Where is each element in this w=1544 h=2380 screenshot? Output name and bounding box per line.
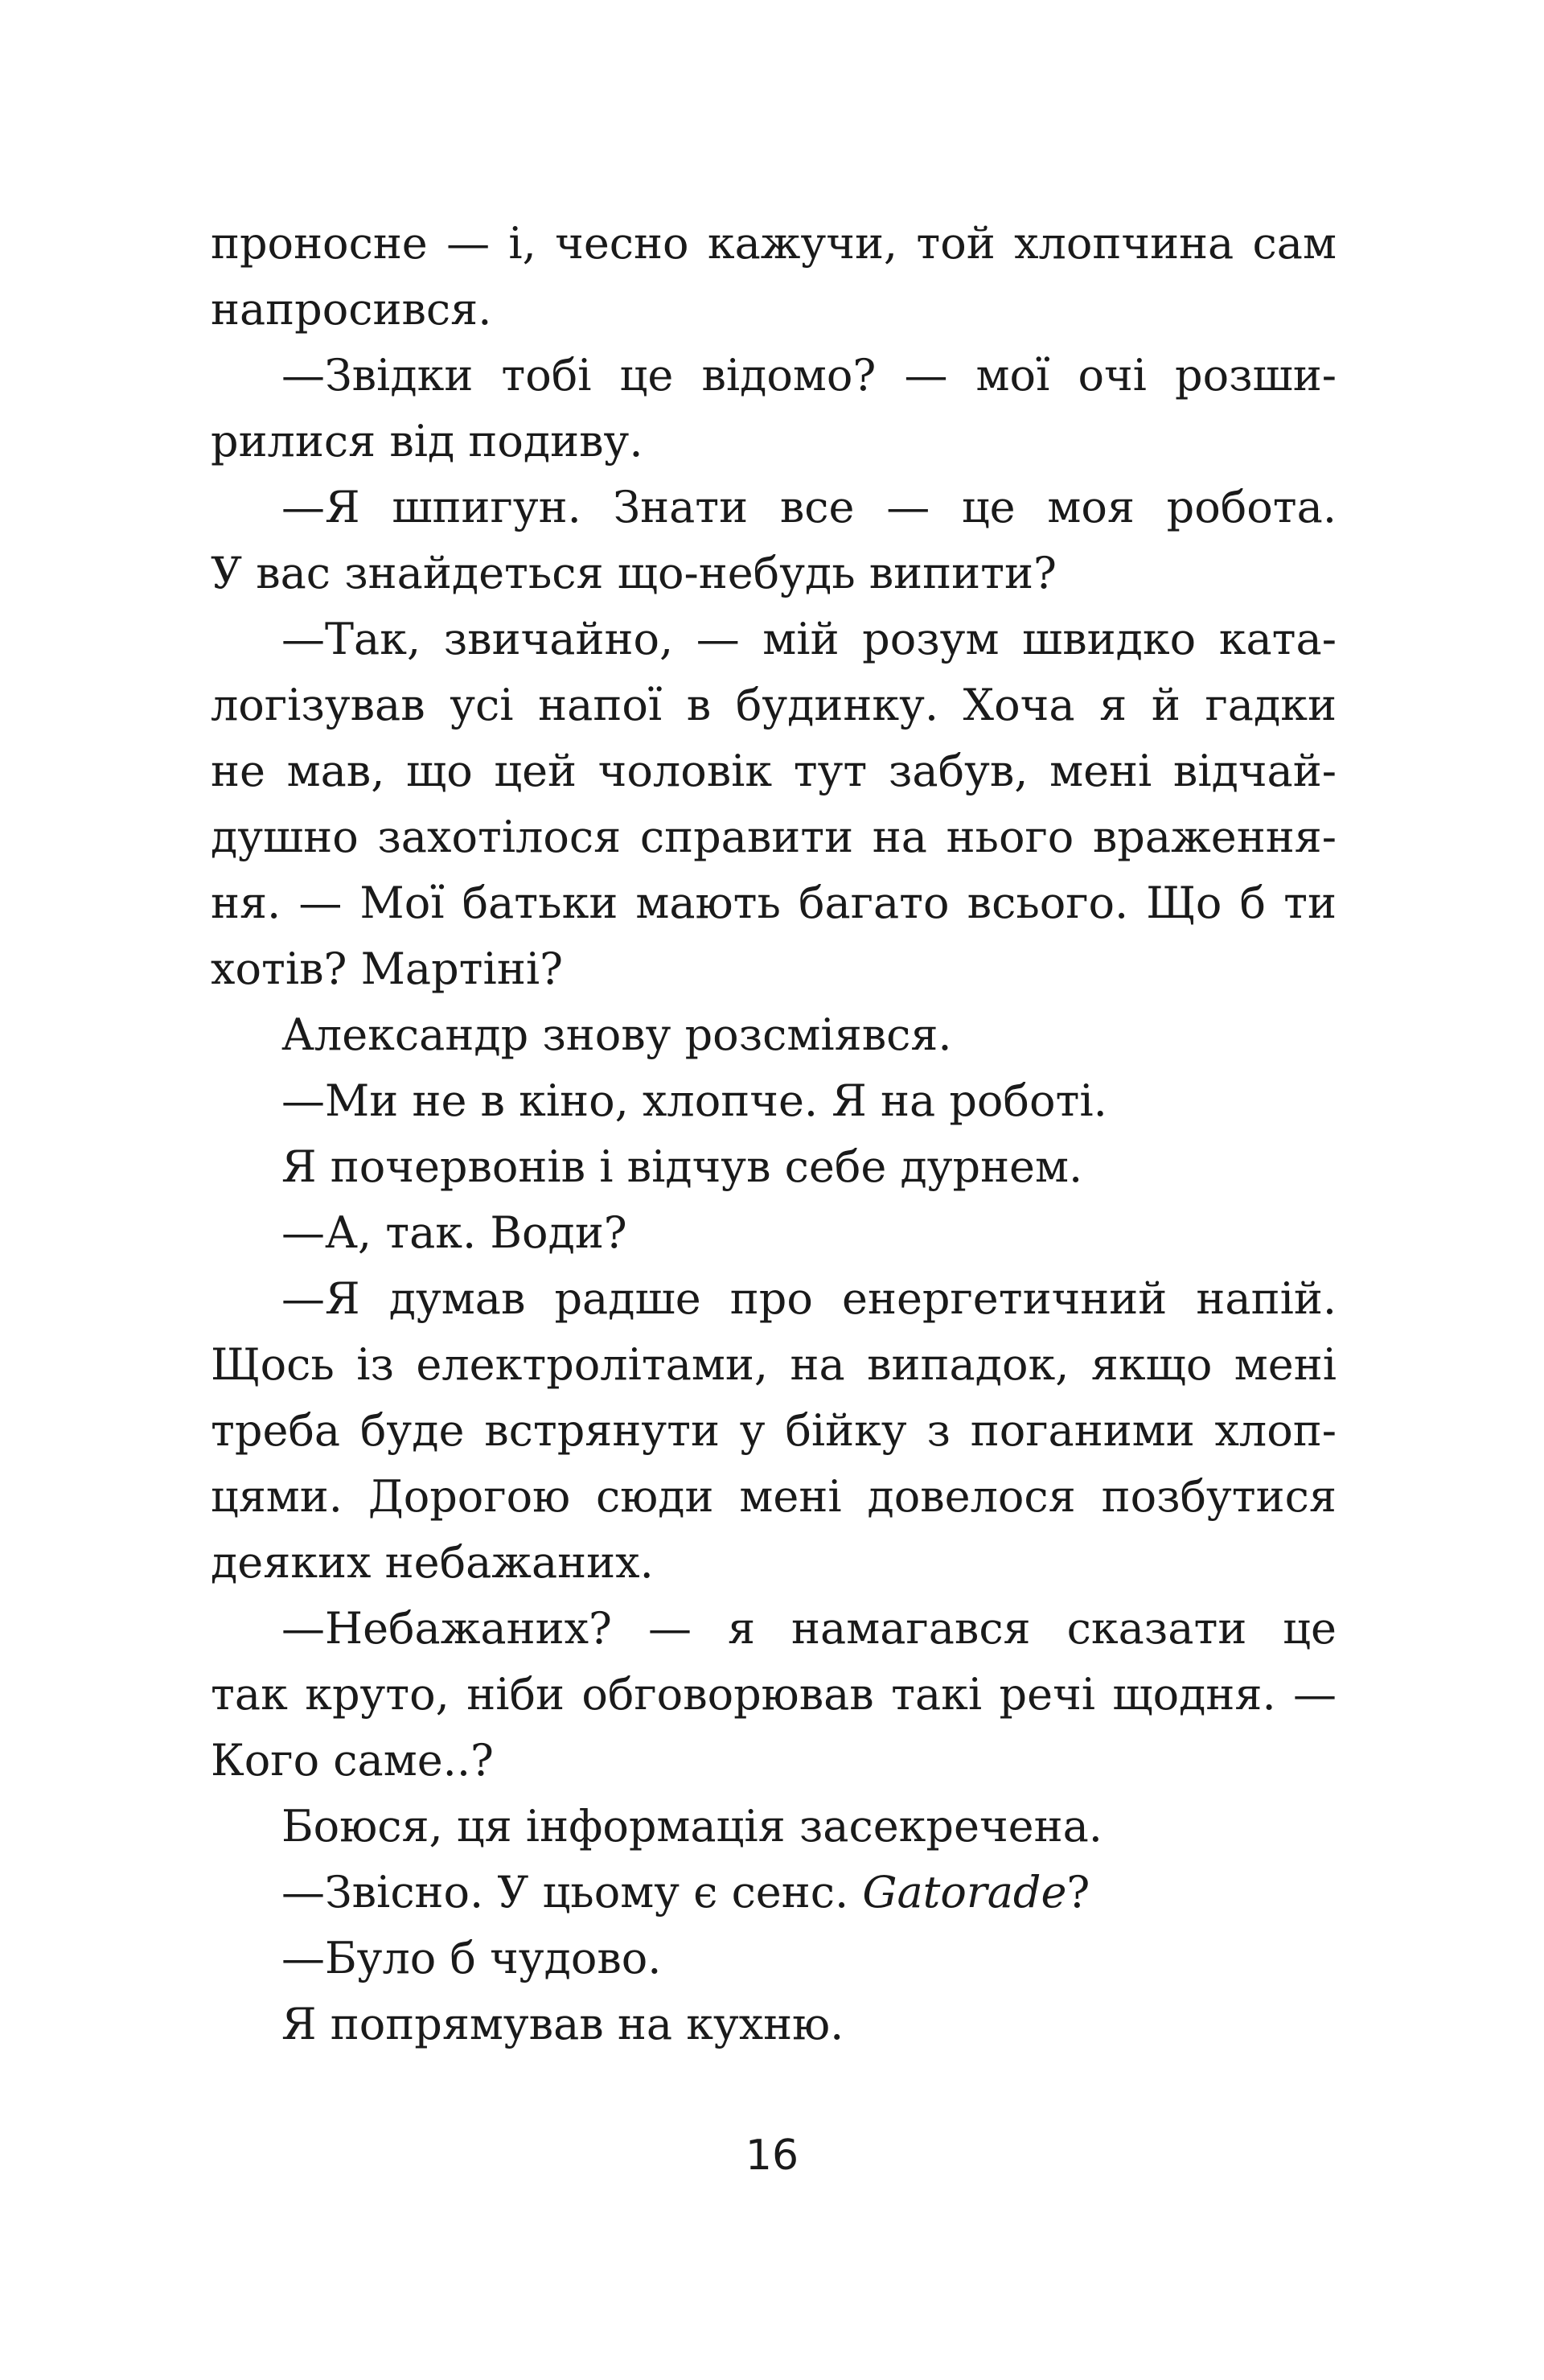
text-line: Я попрямував на кухню. (281, 1999, 844, 2049)
text-line: логізував усі напої в будинку. Хоча я й гадки (211, 680, 1337, 730)
question-mark: ? (1066, 1867, 1090, 1918)
text-line: проносне — і, чесно кажучи, той хлопчина сам (211, 218, 1337, 269)
text-line: деяких небажаних. (211, 1537, 654, 1588)
text-line: ня. — Мої батьки мають багато всього. Що б ти (211, 878, 1337, 928)
text-line: так круто, ніби обговорював такі речі щодня. — (211, 1669, 1337, 1720)
text-line: У вас знайдеться що-небудь випити? (211, 548, 1057, 598)
brand-name-italic: Gatorade (862, 1867, 1067, 1918)
text-line-start: —Звісно. У цьому є сенс. (281, 1867, 863, 1918)
text-line (281, 1860, 1337, 1926)
text-line: душно захотілося справити на нього враження- (211, 812, 1337, 862)
text-line: —Я думав радше про енергетичний напій. (281, 1273, 1337, 1324)
text-line: —Так, звичайно, — мій розум швидко ката- (281, 614, 1337, 664)
text-line: Боюся, ця інформація засекречена. (281, 1801, 1103, 1852)
text-line: рилися від подиву. (211, 416, 643, 467)
text-line: напросився. (211, 284, 492, 335)
text-line: Александр знову розсміявся. (281, 1009, 952, 1060)
text-line: цями. Дорогою сюди мені довелося позбутися (211, 1471, 1337, 1522)
text-line: —Небажаних? — я намагався сказати це (281, 1603, 1337, 1654)
text-line: —Ми не в кіно, хлопче. Я на роботі. (281, 1075, 1107, 1126)
text-line: Кого саме..? (211, 1735, 494, 1786)
text-line: не мав, що цей чоловік тут забув, мені відчай- (211, 746, 1337, 796)
text-line: —Звідки тобі це відомо? — мої очі розши- (281, 350, 1337, 401)
text-line: —Я шпигун. Знати все — це моя робота. (281, 482, 1337, 532)
text-line: —А, так. Води? (281, 1207, 627, 1258)
text-line: треба буде встрянути у бійку з поганими хлоп- (211, 1405, 1337, 1456)
text-line: Я почервонів і відчув себе дурнем. (281, 1141, 1083, 1192)
text-line: Щось із електролітами, на випадок, якщо мені (211, 1339, 1337, 1390)
page-number: 16 (745, 2131, 799, 2180)
text-line: хотів? Мартіні? (211, 943, 564, 994)
text-line: —Було б чудово. (281, 1933, 662, 1983)
